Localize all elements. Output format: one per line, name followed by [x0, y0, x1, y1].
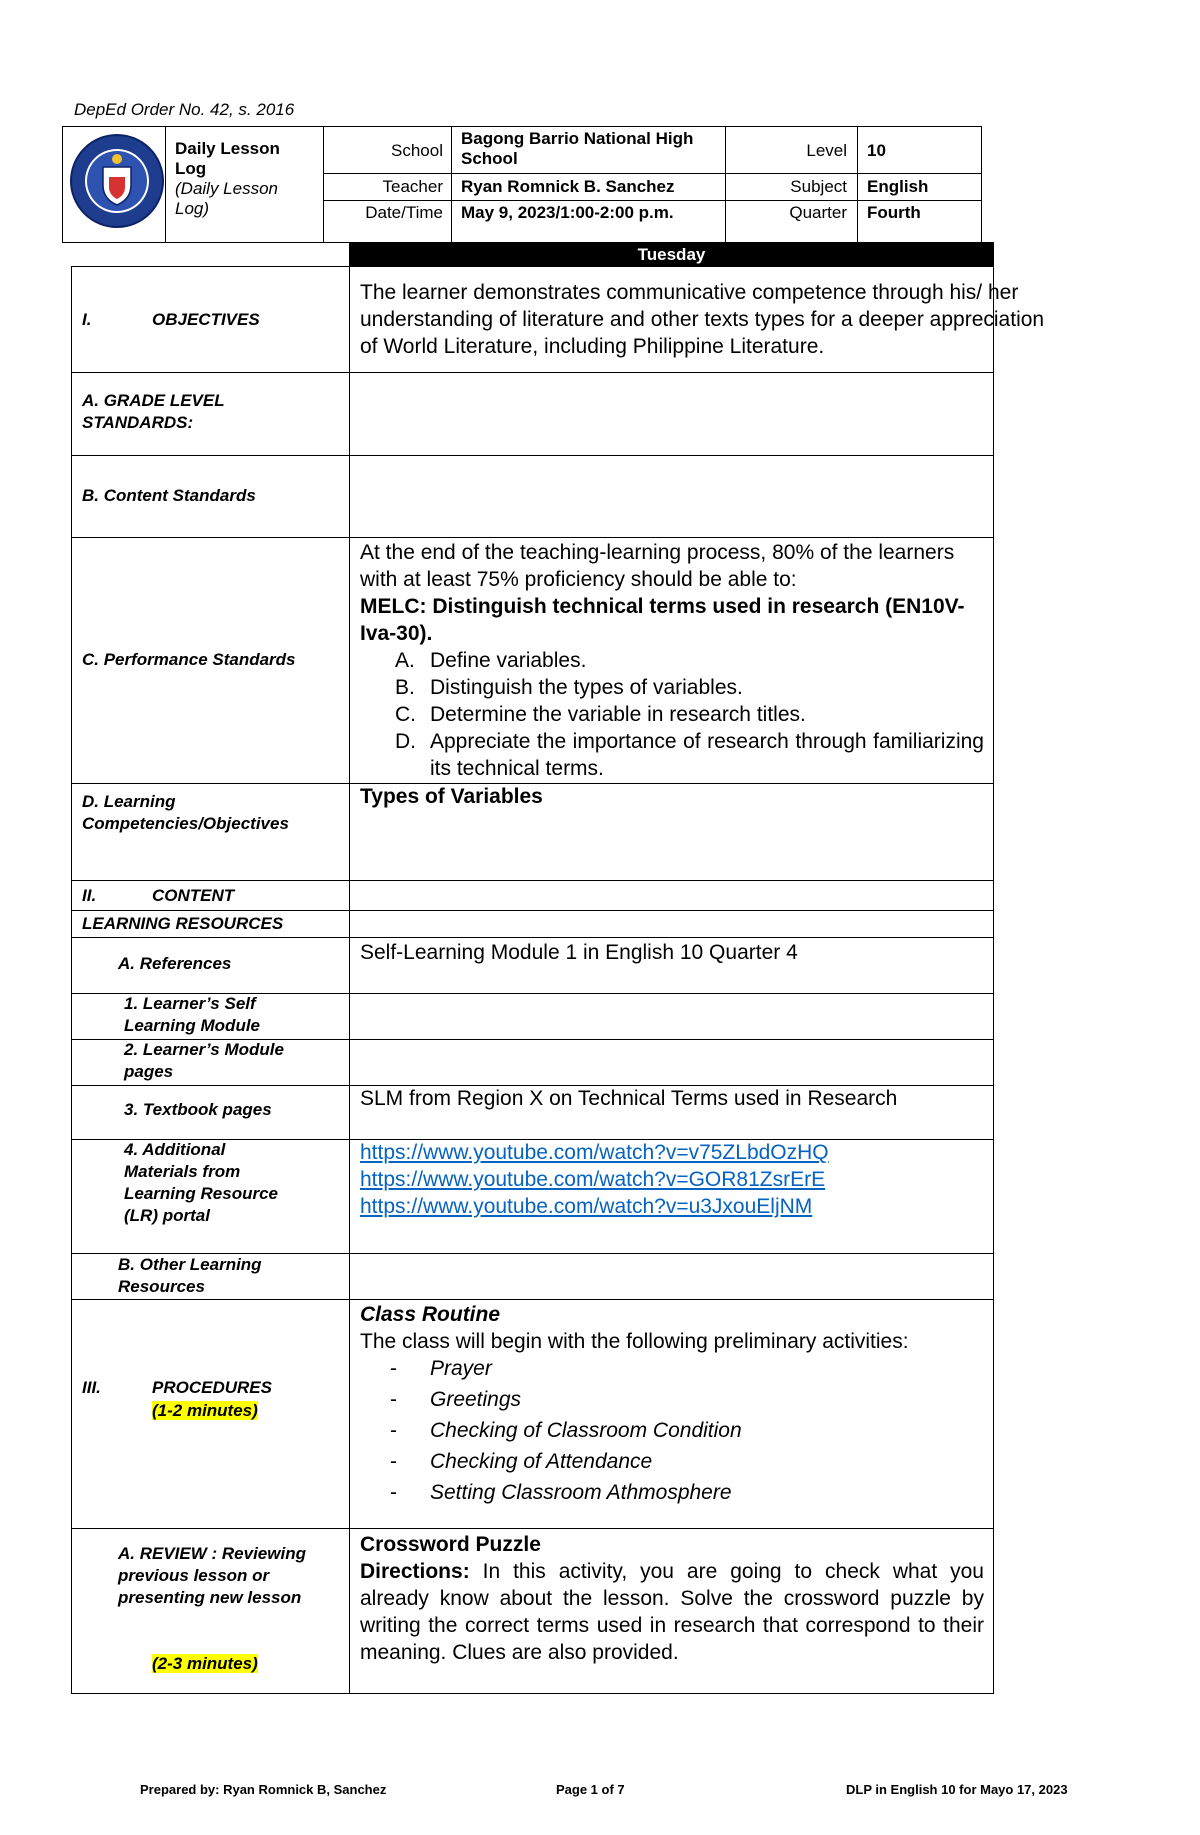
review-directions: [360, 1558, 984, 1666]
deped-seal-logo: [69, 133, 165, 229]
procedures-time: (1-2 minutes): [152, 1401, 258, 1420]
header-table: [62, 126, 982, 243]
objectives-num: I.: [82, 310, 92, 329]
level-label: Level: [806, 141, 847, 160]
school-value: Bagong Barrio National High School: [461, 129, 694, 168]
references-label: A. References: [118, 954, 232, 973]
footer-doc: DLP in English 10 for Mayo 17, 2023: [846, 1782, 1068, 1797]
content-standards-label: B. Content Standards: [82, 486, 256, 505]
routine-item-1: Prayer: [430, 1357, 492, 1380]
objectives-text: The learner demonstrates communicative competence through his/ her understanding of literature and other texts types for a deeper appreciation of World Literature, including Philippine Literature.: [360, 281, 1045, 358]
performance-standards-label: C. Performance Standards: [82, 650, 296, 669]
additional-link-2[interactable]: https://www.youtube.com/watch?v=GOR81ZsrErE: [360, 1168, 826, 1191]
perf-item-d-letter: D.: [395, 730, 416, 753]
other-resources-label: B. Other Learning Resources: [118, 1255, 262, 1296]
subject-value: English: [867, 177, 929, 196]
routine-item-2: Greetings: [430, 1388, 522, 1411]
perf-item-d: Appreciate the importance of research through familiarizing its technical terms.: [430, 730, 984, 780]
quarter-value: Fourth: [867, 203, 921, 222]
review-title: Crossword Puzzle: [360, 1533, 541, 1556]
routine-item-4: Checking of Attendance: [430, 1450, 653, 1473]
lesson-table: [71, 266, 1045, 1694]
performance-intro: At the end of the teaching-learning process, 80% of the learners with at least 75% proficiency should be able to:: [360, 541, 955, 591]
directions-label: Directions:: [360, 1560, 470, 1583]
bullet-dash: -: [390, 1450, 397, 1473]
quarter-label: Quarter: [789, 203, 847, 222]
footer-prepared: Prepared by: Ryan Romnick B, Sanchez: [140, 1782, 387, 1797]
daily-lesson-log-subtitle: (Daily Lesson Log): [175, 179, 278, 218]
level-value: 10: [867, 141, 886, 160]
bullet-dash: -: [390, 1481, 397, 1504]
review-label: A. REVIEW : Reviewing previous lesson or presenting new lesson: [118, 1544, 306, 1607]
bullet-dash: -: [390, 1388, 397, 1411]
procedures-label: PROCEDURES: [152, 1378, 272, 1397]
perf-item-a: Define variables.: [430, 649, 587, 672]
textbook-label: 3. Textbook pages: [124, 1100, 272, 1119]
module-pages-label: 2. Learner’s Module pages: [124, 1040, 284, 1081]
routine-item-3: Checking of Classroom Condition: [430, 1419, 742, 1442]
teacher-label: Teacher: [382, 177, 443, 196]
procedures-intro: The class will begin with the following preliminary activities:: [360, 1330, 909, 1353]
perf-item-b: Distinguish the types of variables.: [430, 676, 743, 699]
bullet-dash: -: [390, 1419, 397, 1442]
procedures-num: III.: [82, 1378, 101, 1397]
subject-label: Subject: [790, 177, 847, 196]
deped-order: DepEd Order No. 42, s. 2016: [74, 100, 295, 119]
content-label: CONTENT: [152, 886, 235, 905]
routine-item-5: Setting Classroom Athmosphere: [430, 1481, 732, 1504]
references-text: Self-Learning Module 1 in English 10 Quarter 4: [360, 941, 798, 964]
bullet-dash: -: [390, 1357, 397, 1380]
grade-level-standards-label: A. GRADE LEVEL STANDARDS:: [82, 391, 225, 432]
review-time: (2-3 minutes): [152, 1654, 258, 1673]
day-header: Tuesday: [349, 242, 994, 267]
footer-page: Page 1 of 7: [556, 1782, 625, 1797]
directions-text: In this activity, you are going to check what you already know about the lesson. Solve the crossword puzzle by writing the correct terms used in research that correspond to their meaning. Clues are also provided.: [360, 1560, 984, 1664]
procedures-title: Class Routine: [360, 1303, 501, 1326]
school-label: School: [391, 141, 443, 160]
additional-label: 4. Additional Materials from Learning Resource (LR) portal: [124, 1140, 278, 1225]
perf-item-c-letter: C.: [395, 703, 416, 726]
learning-resources-label: LEARNING RESOURCES: [82, 914, 284, 933]
teacher-value: Ryan Romnick B. Sanchez: [461, 177, 675, 196]
learners-self-label: 1. Learner’s Self Learning Module: [124, 994, 260, 1035]
additional-link-3[interactable]: https://www.youtube.com/watch?v=u3JxouEljNM: [360, 1195, 813, 1218]
perf-item-b-letter: B.: [395, 676, 415, 699]
competencies-label: D. Learning Competencies/Objectives: [82, 792, 289, 833]
competencies-text: Types of Variables: [360, 785, 543, 808]
content-num: II.: [82, 886, 97, 905]
objectives-label: OBJECTIVES: [152, 310, 260, 329]
datetime-label: Date/Time: [365, 203, 443, 222]
daily-lesson-log-title: Daily Lesson Log: [175, 139, 280, 178]
additional-link-1[interactable]: https://www.youtube.com/watch?v=v75ZLbdOzHQ: [360, 1141, 829, 1164]
datetime-value: May 9, 2023/1:00-2:00 p.m.: [461, 203, 674, 222]
perf-item-a-letter: A.: [395, 649, 415, 672]
melc-text: MELC: Distinguish technical terms used in research (EN10V-Iva-30).: [360, 595, 965, 645]
perf-item-c: Determine the variable in research titles.: [430, 703, 806, 726]
textbook-text: SLM from Region X on Technical Terms used in Research: [360, 1087, 898, 1110]
